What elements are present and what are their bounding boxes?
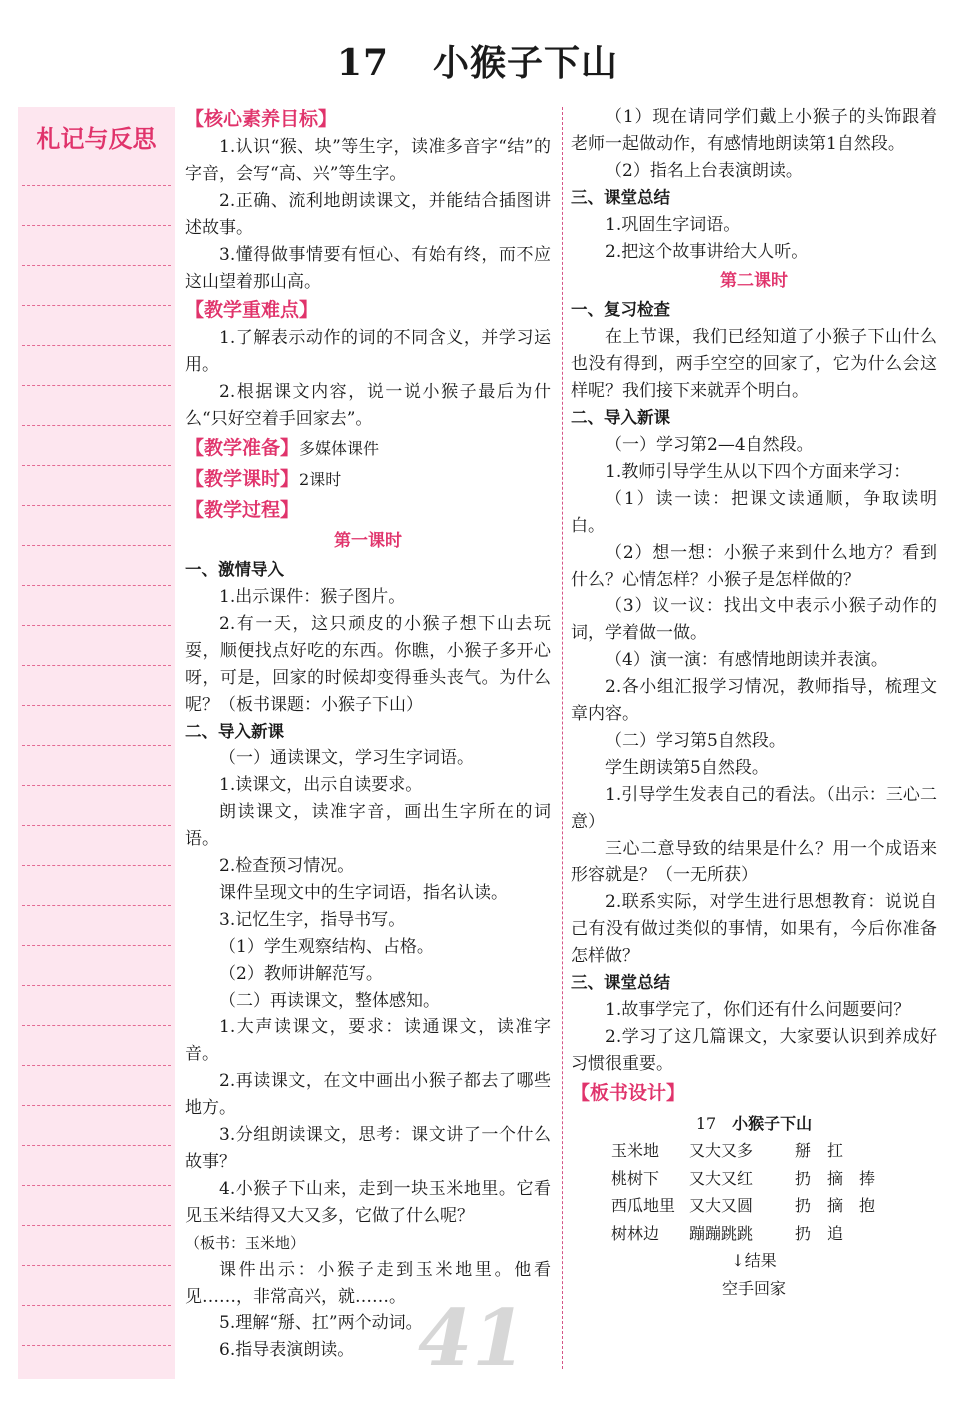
paragraph: （一）学习第2—4自然段。 [605, 434, 814, 455]
paragraph: 1.教师引导学生从以下四个方面来学习： [605, 461, 911, 482]
board-row [571, 1192, 937, 1220]
paragraph: （一）通读课文，学习生字词语。 [219, 748, 474, 769]
hours-text: 2课时 [299, 470, 342, 490]
note-line [22, 185, 171, 186]
lesson-two-title: 第二课时 [720, 271, 788, 292]
paragraph: 学生朗读第5自然段。 [605, 757, 769, 778]
note-line [22, 945, 171, 946]
note-line [22, 545, 171, 546]
paragraph: 在上节课，我们已经知道了小猴子下山什么也没有得到，两手空空的回家了，它为什么会这样呢？我们接下来就弄个明白。 [571, 327, 937, 402]
note-line [22, 785, 171, 786]
prep-label: 【教学准备】 [185, 437, 300, 460]
lesson-number: 17 [336, 42, 390, 84]
paragraph: 3.分组朗读课文，思考：课文讲了一个什么故事？ [185, 1125, 551, 1172]
note-line [22, 425, 171, 426]
process-heading: 【教学过程】 [185, 499, 300, 522]
key-points-heading: 【教学重难点】 [185, 299, 319, 322]
paragraph: 2.根据课文内容，说一说小猴子最后为什么“只好空着手回家去”。 [185, 382, 551, 430]
paragraph: （2）教师讲解范写。 [219, 963, 383, 984]
prep-heading [185, 433, 551, 464]
notes-sidebar [18, 107, 175, 1379]
board-actions: 扔 摘 抱 [795, 1196, 876, 1216]
note-line [22, 1185, 171, 1186]
note-line [22, 1305, 171, 1306]
column-divider [562, 107, 563, 1369]
paragraph: （板书：玉米地） [185, 1233, 306, 1252]
board-design [571, 1110, 937, 1303]
paragraph: 1.认识“猴、块”等生字，读准多音字“结”的字音，会写“高、兴”等生字。 [185, 137, 551, 184]
paragraph: （1）现在请同学们戴上小猴子的头饰跟着老师一起做动作，有感情地朗读第1自然段。 [571, 107, 937, 154]
note-line [22, 705, 171, 706]
paragraph: （3）议一议：找出文中表示小猴子动作的词，学着做一做。 [571, 596, 937, 644]
board-desc: 又大又圆 [689, 1196, 754, 1216]
paragraph: 朗读课文，读准字音，画出生字所在的词语。 [185, 802, 551, 850]
board-place: 西瓜地里 [611, 1196, 676, 1216]
note-line [22, 585, 171, 586]
section-heading: 三、课堂总结 [571, 973, 670, 993]
sidebar-label: 札记与反思 [36, 125, 157, 153]
section-heading: 二、导入新课 [185, 721, 284, 741]
note-line [22, 625, 171, 626]
note-line [22, 465, 171, 466]
note-line [22, 825, 171, 826]
paragraph: 1.读课文，出示自读要求。 [219, 775, 423, 796]
note-line [22, 865, 171, 866]
board-desc: 又大又多 [689, 1141, 754, 1161]
note-line [22, 265, 171, 266]
paragraph: （二）再读课文，整体感知。 [219, 990, 440, 1011]
board-row [571, 1165, 937, 1193]
left-column [185, 104, 551, 1364]
board-result-label: 结果 [744, 1251, 777, 1271]
note-line [22, 1345, 171, 1346]
paragraph: 课件呈现文中的生字词语，指名认读。 [219, 882, 508, 903]
prep-text: 多媒体课件 [299, 439, 380, 459]
note-line [22, 745, 171, 746]
note-line [22, 665, 171, 666]
note-line [22, 345, 171, 346]
section-heading: 一、复习检查 [571, 300, 670, 320]
paragraph: 三心二意导致的结果是什么？用一个成语来形容就是？（一无所获） [571, 838, 937, 886]
paragraph: 2.联系实际，对学生进行思想教育：说说自己有没有做过类似的事情，如果有，今后你准备怎样做？ [571, 892, 937, 967]
paragraph: 1.大声读课文，要求：读通课文，读准字音。 [185, 1017, 551, 1065]
right-column [571, 104, 937, 1302]
board-place: 桃树下 [611, 1168, 660, 1188]
board-place: 树林边 [611, 1223, 660, 1243]
board-number: 17 [695, 1113, 717, 1133]
board-desc: 蹦蹦跳跳 [689, 1223, 754, 1243]
section-heading: 一、激情导入 [185, 560, 284, 580]
paragraph: （二）学习第5自然段。 [605, 730, 786, 751]
paragraph: 1.出示课件：猴子图片。 [219, 586, 406, 607]
board-desc: 又大又红 [689, 1168, 754, 1188]
paragraph: 2.学习了这几篇课文，大家要认识到养成好习惯很重要。 [571, 1026, 937, 1074]
board-result: 空手回家 [721, 1278, 786, 1298]
board-result-row [571, 1247, 937, 1275]
paragraph: 2.各小组汇报学习情况，教师指导，梳理文章内容。 [571, 677, 937, 725]
paragraph: 4.小猴子下山来，走到一块玉米地里。它看见玉米结得又大又多，它做了什么呢？ [185, 1178, 551, 1226]
lesson-one-title: 第一课时 [334, 531, 402, 552]
section-heading: 三、课堂总结 [571, 187, 670, 207]
paragraph: 2.检查预习情况。 [219, 856, 355, 877]
note-line [22, 1145, 171, 1146]
note-line [22, 225, 171, 226]
note-line [22, 985, 171, 986]
paragraph: 课件出示：小猴子走到玉米地里。他看见……，非常高兴，就……。 [185, 1259, 551, 1307]
paragraph: 2.正确、流利地朗读课文，并能结合插图讲述故事。 [185, 190, 551, 238]
board-title [571, 1110, 937, 1138]
page-number: 41 [418, 1293, 527, 1384]
note-line [22, 1065, 171, 1066]
paragraph: 1.巩固生字词语。 [605, 214, 741, 235]
note-line [22, 1265, 171, 1266]
note-line [22, 1025, 171, 1026]
paragraph: 2.有一天，这只顽皮的小猴子想下山去玩耍，顺便找点好吃的东西。你瞧，小猴子多开心呀，可是，回家的时候却变得垂头丧气。为什么呢？（板书课题：小猴子下山） [185, 613, 551, 715]
paragraph: 2.再读课文，在文中画出小猴子都去了哪些地方。 [185, 1071, 551, 1119]
board-title-text: 小猴子下山 [732, 1113, 813, 1133]
paragraph: 2.把这个故事讲给大人听。 [605, 241, 809, 262]
hours-label: 【教学课时】 [185, 468, 300, 491]
board-actions: 扔 追 [795, 1223, 844, 1243]
paragraph: （4）演一演：有感情地朗读并表演。 [605, 650, 888, 671]
page-title [0, 35, 955, 86]
paragraph: 3.记忆生字，指导书写。 [219, 909, 406, 930]
paragraph: （2）想一想：小猴子来到什么地方？看到什么？心情怎样？小猴子是怎样做的？ [571, 542, 937, 590]
board-actions: 扔 摘 捧 [795, 1168, 876, 1188]
paragraph: 1.引导学生发表自己的看法。（出示：三心二意） [571, 784, 937, 832]
board-row [571, 1220, 937, 1248]
goals-heading: 【核心素养目标】 [185, 108, 338, 130]
note-line [22, 385, 171, 386]
paragraph: （1）读一读：把课文读通顺，争取读明白。 [571, 488, 937, 536]
paragraph: 3.懂得做事情要有恒心、有始有终，而不应这山望着那山高。 [185, 244, 551, 292]
lesson-title: 小猴子下山 [433, 42, 619, 84]
section-heading: 二、导入新课 [571, 408, 670, 428]
note-line [22, 905, 171, 906]
paragraph: （2）指名上台表演朗读。 [605, 160, 803, 181]
hours-heading [185, 464, 551, 495]
board-place: 玉米地 [611, 1141, 660, 1161]
down-arrow-icon: ↓ [731, 1251, 745, 1271]
note-line [22, 1105, 171, 1106]
note-line [22, 305, 171, 306]
board-row [571, 1137, 937, 1165]
paragraph: （1）学生观察结构、占格。 [219, 936, 434, 957]
paragraph: 6.指导表演朗读。 [219, 1340, 355, 1361]
paragraph: 1.了解表示动作的词的不同含义，并学习运用。 [185, 328, 551, 376]
board-design-heading: 【板书设计】 [571, 1081, 686, 1104]
paragraph: 1.故事学完了，你们还有什么问题要问？ [605, 1000, 911, 1020]
note-line [22, 1225, 171, 1226]
note-line [22, 505, 171, 506]
paragraph: 5.理解“掰、扛”两个动词。 [219, 1313, 423, 1334]
board-actions: 掰 扛 [795, 1141, 844, 1161]
